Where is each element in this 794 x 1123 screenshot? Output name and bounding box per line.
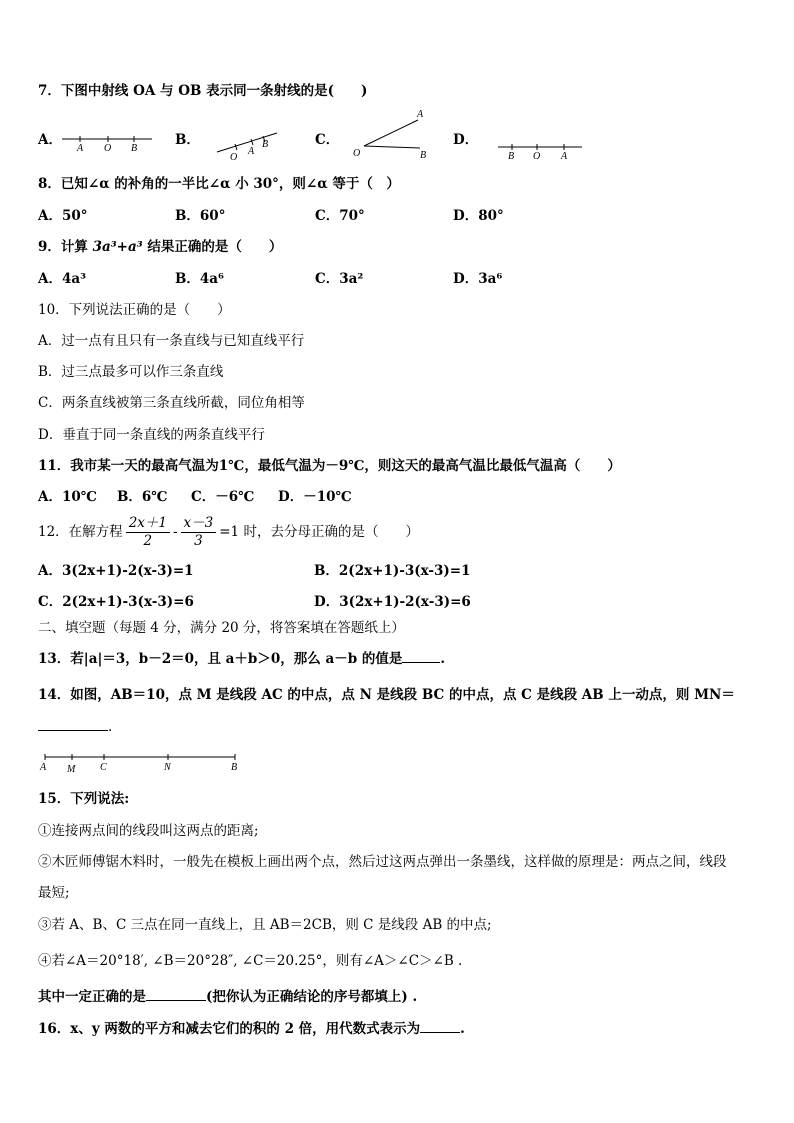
q12-fraction-1-numerator: 2x＋1 xyxy=(126,515,170,533)
q7b-label-a: A xyxy=(248,146,255,157)
q7-option-a-label: A． xyxy=(38,132,62,148)
q15-item-2-continued: 最短; xyxy=(38,885,70,901)
q12-stem xyxy=(38,514,419,550)
q11-stem: 11．我市某一天的最高气温为1℃，最低气温为－9℃，则这天的最高气温比最低气温高（ ） xyxy=(38,458,621,474)
q8-option-b: B．60° xyxy=(175,208,226,224)
q12-fraction-2 xyxy=(181,515,217,550)
q7-option-b-figure xyxy=(215,128,285,162)
q13-text xyxy=(38,650,445,668)
q13-end: . xyxy=(440,651,446,667)
q12-option-d: D．3(2x+1)-2(x-3)=6 xyxy=(314,594,471,610)
q14-label-n: N xyxy=(164,762,171,773)
q12-fraction-2-numerator: x－3 xyxy=(181,515,217,533)
q9-option-d: D．3a⁶ xyxy=(453,271,503,287)
q7c-ray-ob xyxy=(364,146,420,148)
q11-option-b: B．6℃ xyxy=(117,489,168,505)
q11-option-c: C．－6℃ xyxy=(191,489,255,505)
q12-fraction-1 xyxy=(126,515,170,550)
q9-stem-suffix: 结果正确的是（ ） xyxy=(142,239,283,255)
q10-stem: 10．下列说法正确的是（ ） xyxy=(38,302,231,318)
q12-fraction-1-denominator: 2 xyxy=(143,533,153,549)
q15-item-3: ③若 A、B、C 三点在同一直线上，且 AB＝2CB，则 C 是线段 AB 的中点; xyxy=(38,917,492,933)
q16-end: . xyxy=(460,1021,465,1037)
q9-option-b: B．4a⁶ xyxy=(175,271,224,287)
q7a-label-a: A xyxy=(77,143,84,154)
q15-conclusion xyxy=(38,988,417,1006)
q12-option-b: B．2(2x+1)-3(x-3)=1 xyxy=(314,563,471,579)
q7c-label-o: O xyxy=(353,148,361,159)
q14-figure xyxy=(38,752,243,776)
q7c-label-b: B xyxy=(420,150,427,161)
q7d-label-a: A xyxy=(561,151,568,162)
q7-option-a-figure xyxy=(60,128,155,154)
q8-option-a: A．50° xyxy=(38,208,88,224)
q12-option-c: C．2(2x+1)-3(x-3)=6 xyxy=(38,594,194,610)
q14-answer-blank[interactable] xyxy=(38,730,108,731)
q7-option-c-label: C． xyxy=(315,132,340,148)
q14-label-m: M xyxy=(67,764,76,775)
q13-stem: 13．若|a|＝3，b－2＝0，且 a＋b＞0，那么 a－b 的值是 xyxy=(38,651,403,667)
q15-conclusion-prefix: 其中一定正确的是 xyxy=(38,989,146,1005)
q7a-label-b: B xyxy=(131,143,138,154)
q11-option-d: D．－10℃ xyxy=(278,489,352,505)
q15-answer-blank[interactable] xyxy=(146,1000,206,1001)
q11-option-a: A．10℃ xyxy=(38,489,97,505)
q7-option-b-label: B． xyxy=(175,132,200,148)
q12-fraction-2-denominator: 3 xyxy=(194,533,203,549)
q16-text xyxy=(38,1020,465,1038)
q9-stem xyxy=(38,238,282,256)
q10-option-c: C．两条直线被第三条直线所截，同位角相等 xyxy=(38,395,305,411)
q14-text: 14．如图，AB＝10，点 M 是线段 AC 的中点，点 N 是线段 BC 的中点，点 C 是线段 AB 上一动点，则 MN＝ xyxy=(38,687,735,703)
q8-option-c: C．70° xyxy=(315,208,365,224)
q12-stem-suffix: =1 时，去分母正确的是（ ） xyxy=(219,524,419,540)
q10-option-d: D．垂直于同一条直线的两条直线平行 xyxy=(38,427,265,443)
q9-stem-expr: 3a³+a³ xyxy=(92,239,143,255)
q9-stem-prefix: 9．计算 xyxy=(38,239,93,255)
q10-option-a: A．过一点有且只有一条直线与已知直线平行 xyxy=(38,333,305,349)
q15-item-2: ②木匠师傅锯木料时，一般先在模板上画出两个点，然后过这两点弹出一条墨线，这样做的原理是：两点之间，线段 xyxy=(38,854,727,870)
q9-option-a: A．4a³ xyxy=(38,271,87,287)
q10-option-b: B．过三点最多可以作三条直线 xyxy=(38,364,224,380)
q7b-tick-a xyxy=(251,139,253,145)
q14-label-c: C xyxy=(100,762,107,773)
q14-end: . xyxy=(108,719,113,735)
q7c-ray-oa xyxy=(364,120,418,146)
q14-label-a: A xyxy=(40,762,47,773)
q7-stem: 7．下图中射线 OA 与 OB 表示同一条射线的是( ) xyxy=(38,83,368,99)
q16-answer-blank[interactable] xyxy=(420,1032,460,1033)
q12-minus: - xyxy=(172,524,178,540)
q15-conclusion-suffix: (把你认为正确结论的序号都填上) . xyxy=(206,989,418,1005)
section-2-title: 二、填空题（每题 4 分，满分 20 分，将答案填在答题纸上） xyxy=(38,620,405,636)
q15-item-1: ①连接两点间的线段叫这两点的距离; xyxy=(38,823,259,839)
q7d-label-b: B xyxy=(508,151,515,162)
q13-answer-blank[interactable] xyxy=(402,662,440,663)
q7b-label-o: O xyxy=(230,152,238,163)
q8-stem: 8．已知∠α 的补角的一半比∠α 小 30°，则∠α 等于（ ） xyxy=(38,176,400,192)
q7d-label-o: O xyxy=(533,151,541,162)
q7-option-c-figure xyxy=(350,106,435,162)
q12-option-a: A．3(2x+1)-2(x-3)=1 xyxy=(38,563,194,579)
q7b-label-b: B xyxy=(262,139,269,150)
q7-option-d-label: D． xyxy=(453,132,479,148)
q16-stem: 16．x、y 两数的平方和减去它们的积的 2 倍，用代数式表示为 xyxy=(38,1021,421,1037)
q8-option-d: D．80° xyxy=(453,208,504,224)
q7c-label-a: A xyxy=(417,109,424,120)
q14-label-b: B xyxy=(231,762,238,773)
q12-stem-prefix: 12．在解方程 xyxy=(38,524,123,540)
q15-item-4: ④若∠A＝20°18′, ∠B＝20°28″, ∠C＝20.25°，则有∠A＞∠C＞∠B . xyxy=(38,953,463,969)
q9-option-c: C．3a² xyxy=(315,271,364,287)
q7-option-d-figure xyxy=(496,138,586,164)
q15-stem: 15．下列说法: xyxy=(38,791,130,807)
q7b-tick-o xyxy=(235,144,237,150)
q7a-label-o: O xyxy=(104,143,112,154)
q14-answer-line xyxy=(38,718,112,736)
